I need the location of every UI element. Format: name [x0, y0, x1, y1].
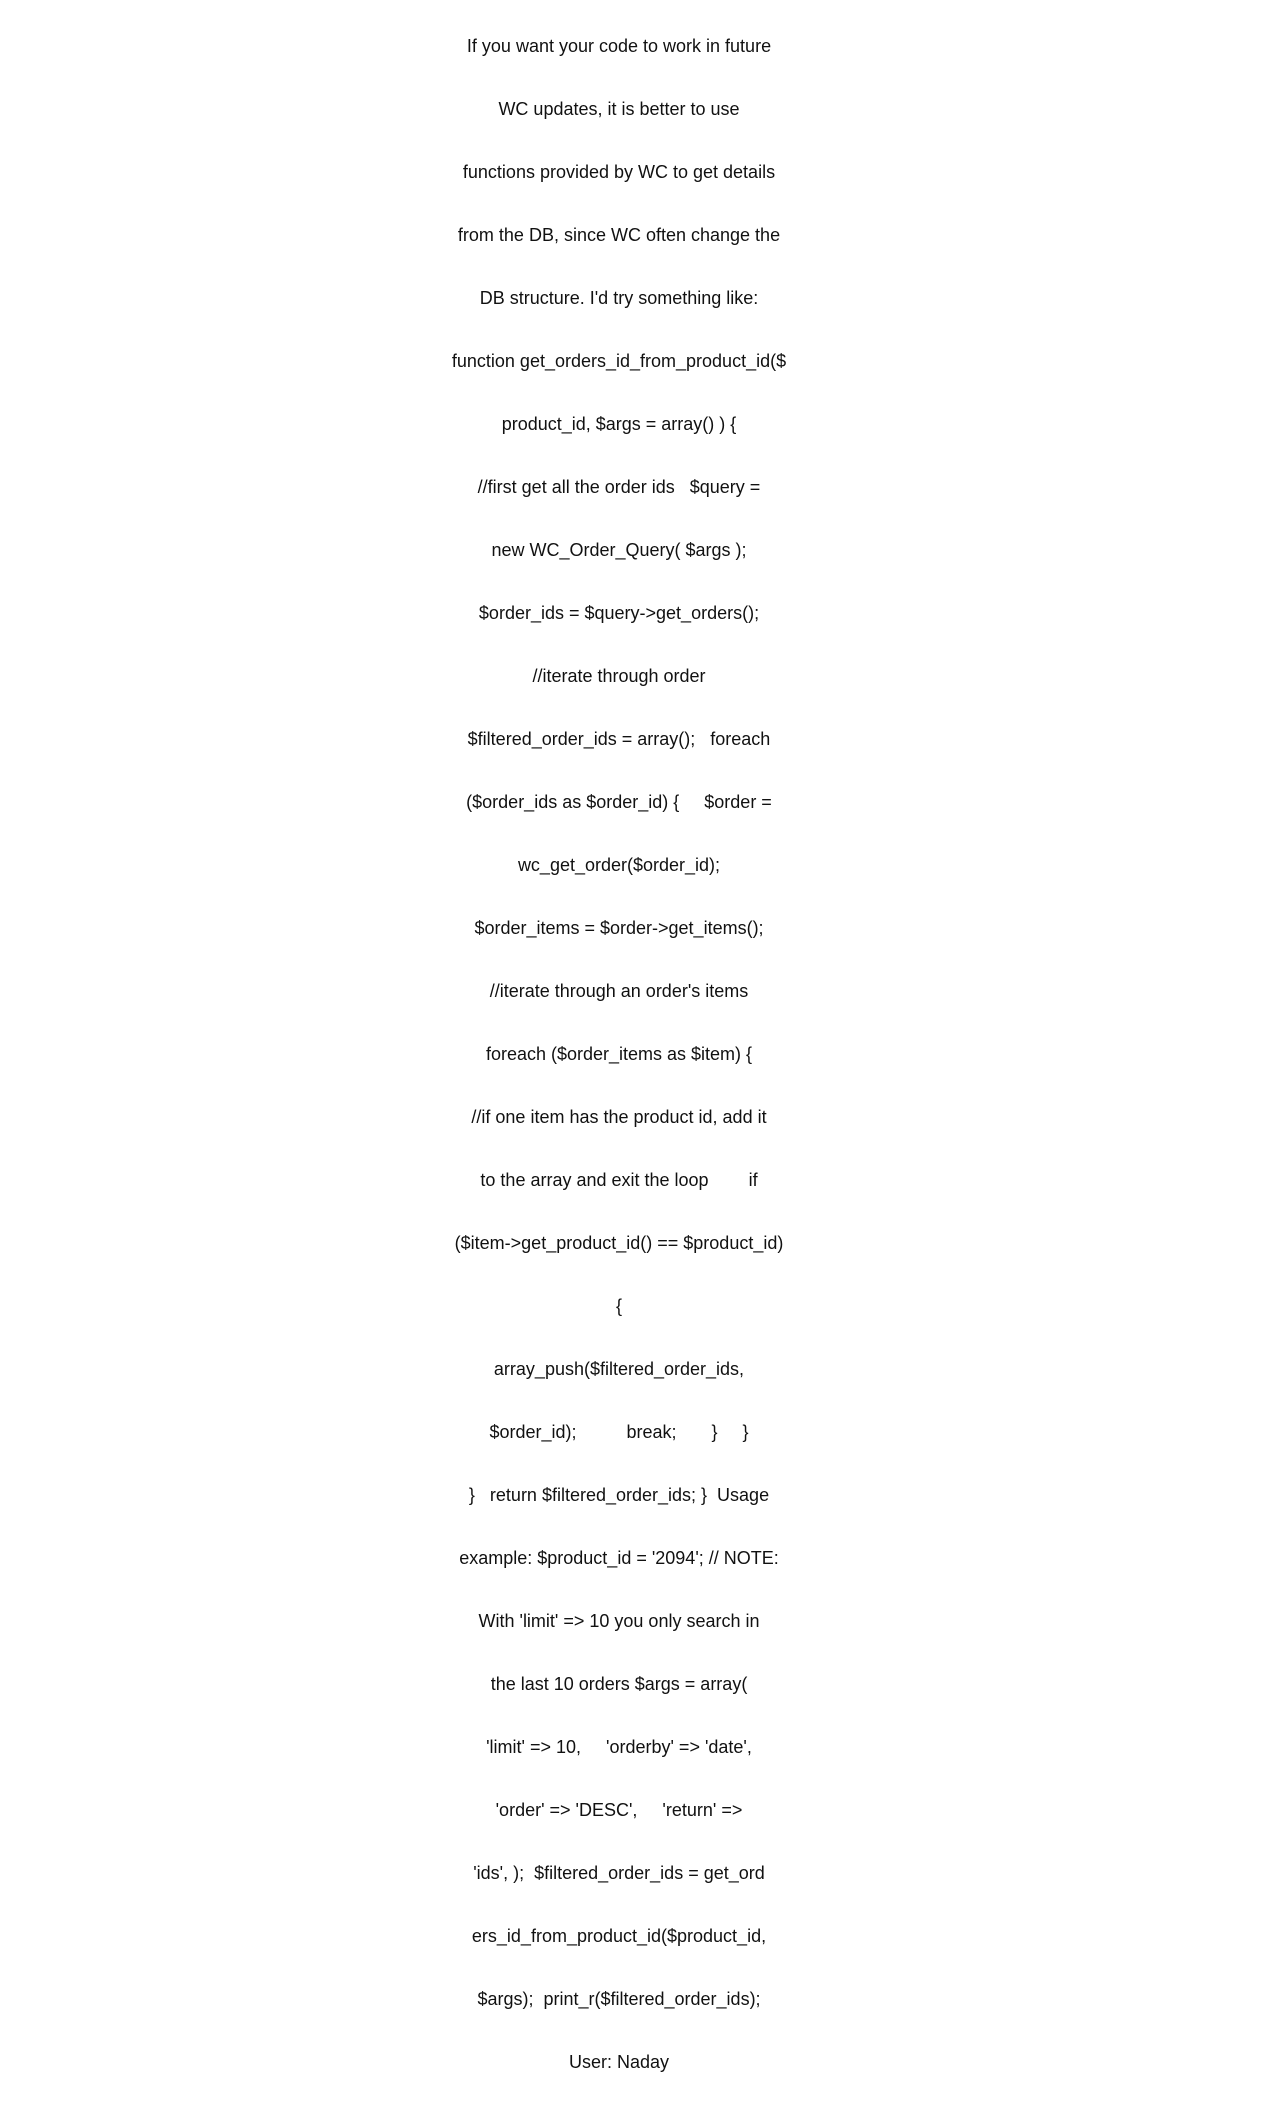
code-line: $filtered_order_ids = array(); foreach	[467, 729, 771, 749]
code-line: 'limit' => 10, 'orderby' => 'date',	[486, 1737, 752, 1757]
answer-line: If you want your code to work in future	[466, 36, 772, 56]
code-line: With 'limit' => 10 you only search in	[478, 1611, 760, 1631]
code-line: {	[615, 1296, 622, 1316]
code-line: array_push($filtered_order_ids,	[493, 1359, 745, 1379]
code-line: product_id, $args = array() ) {	[501, 414, 737, 434]
code-line: //if one item has the product id, add it	[471, 1107, 767, 1127]
code-line: example: $product_id = '2094'; // NOTE:	[459, 1548, 779, 1568]
code-line: ($order_ids as $order_id) { $order =	[466, 792, 772, 812]
user-label: User: Naday	[568, 2052, 670, 2072]
code-line: $order_ids = $query->get_orders();	[478, 603, 760, 623]
code-line: } return $filtered_order_ids; } Usage	[468, 1485, 770, 1505]
code-line: function get_orders_id_from_product_id($	[451, 351, 787, 371]
answer-text-block	[440, 0, 798, 2115]
code-line: 'ids', ); $filtered_order_ids = get_ord	[473, 1863, 765, 1883]
code-line: $order_id); break; } }	[489, 1422, 749, 1442]
answer-line: WC updates, it is better to use	[498, 99, 740, 119]
answer-line: from the DB, since WC often change the	[457, 225, 781, 245]
code-line: //iterate through an order's items	[489, 981, 749, 1001]
code-line: $args); print_r($filtered_order_ids);	[477, 1989, 761, 2009]
code-line: new WC_Order_Query( $args );	[491, 540, 747, 560]
answer-line: DB structure. I'd try something like:	[479, 288, 759, 308]
code-line: to the array and exit the loop if	[480, 1170, 758, 1190]
code-line: 'order' => 'DESC', 'return' =>	[495, 1800, 743, 1820]
code-line: foreach ($order_items as $item) {	[485, 1044, 753, 1064]
code-line: $order_items = $order->get_items();	[474, 918, 764, 938]
code-line: wc_get_order($order_id);	[517, 855, 721, 875]
code-line: ($item->get_product_id() == $product_id)	[454, 1233, 784, 1253]
code-line: //iterate through order	[532, 666, 706, 686]
code-line: the last 10 orders $args = array(	[490, 1674, 748, 1694]
code-line: ers_id_from_product_id($product_id,	[471, 1926, 767, 1946]
answer-line: functions provided by WC to get details	[462, 162, 776, 182]
code-line: //first get all the order ids $query =	[477, 477, 761, 497]
